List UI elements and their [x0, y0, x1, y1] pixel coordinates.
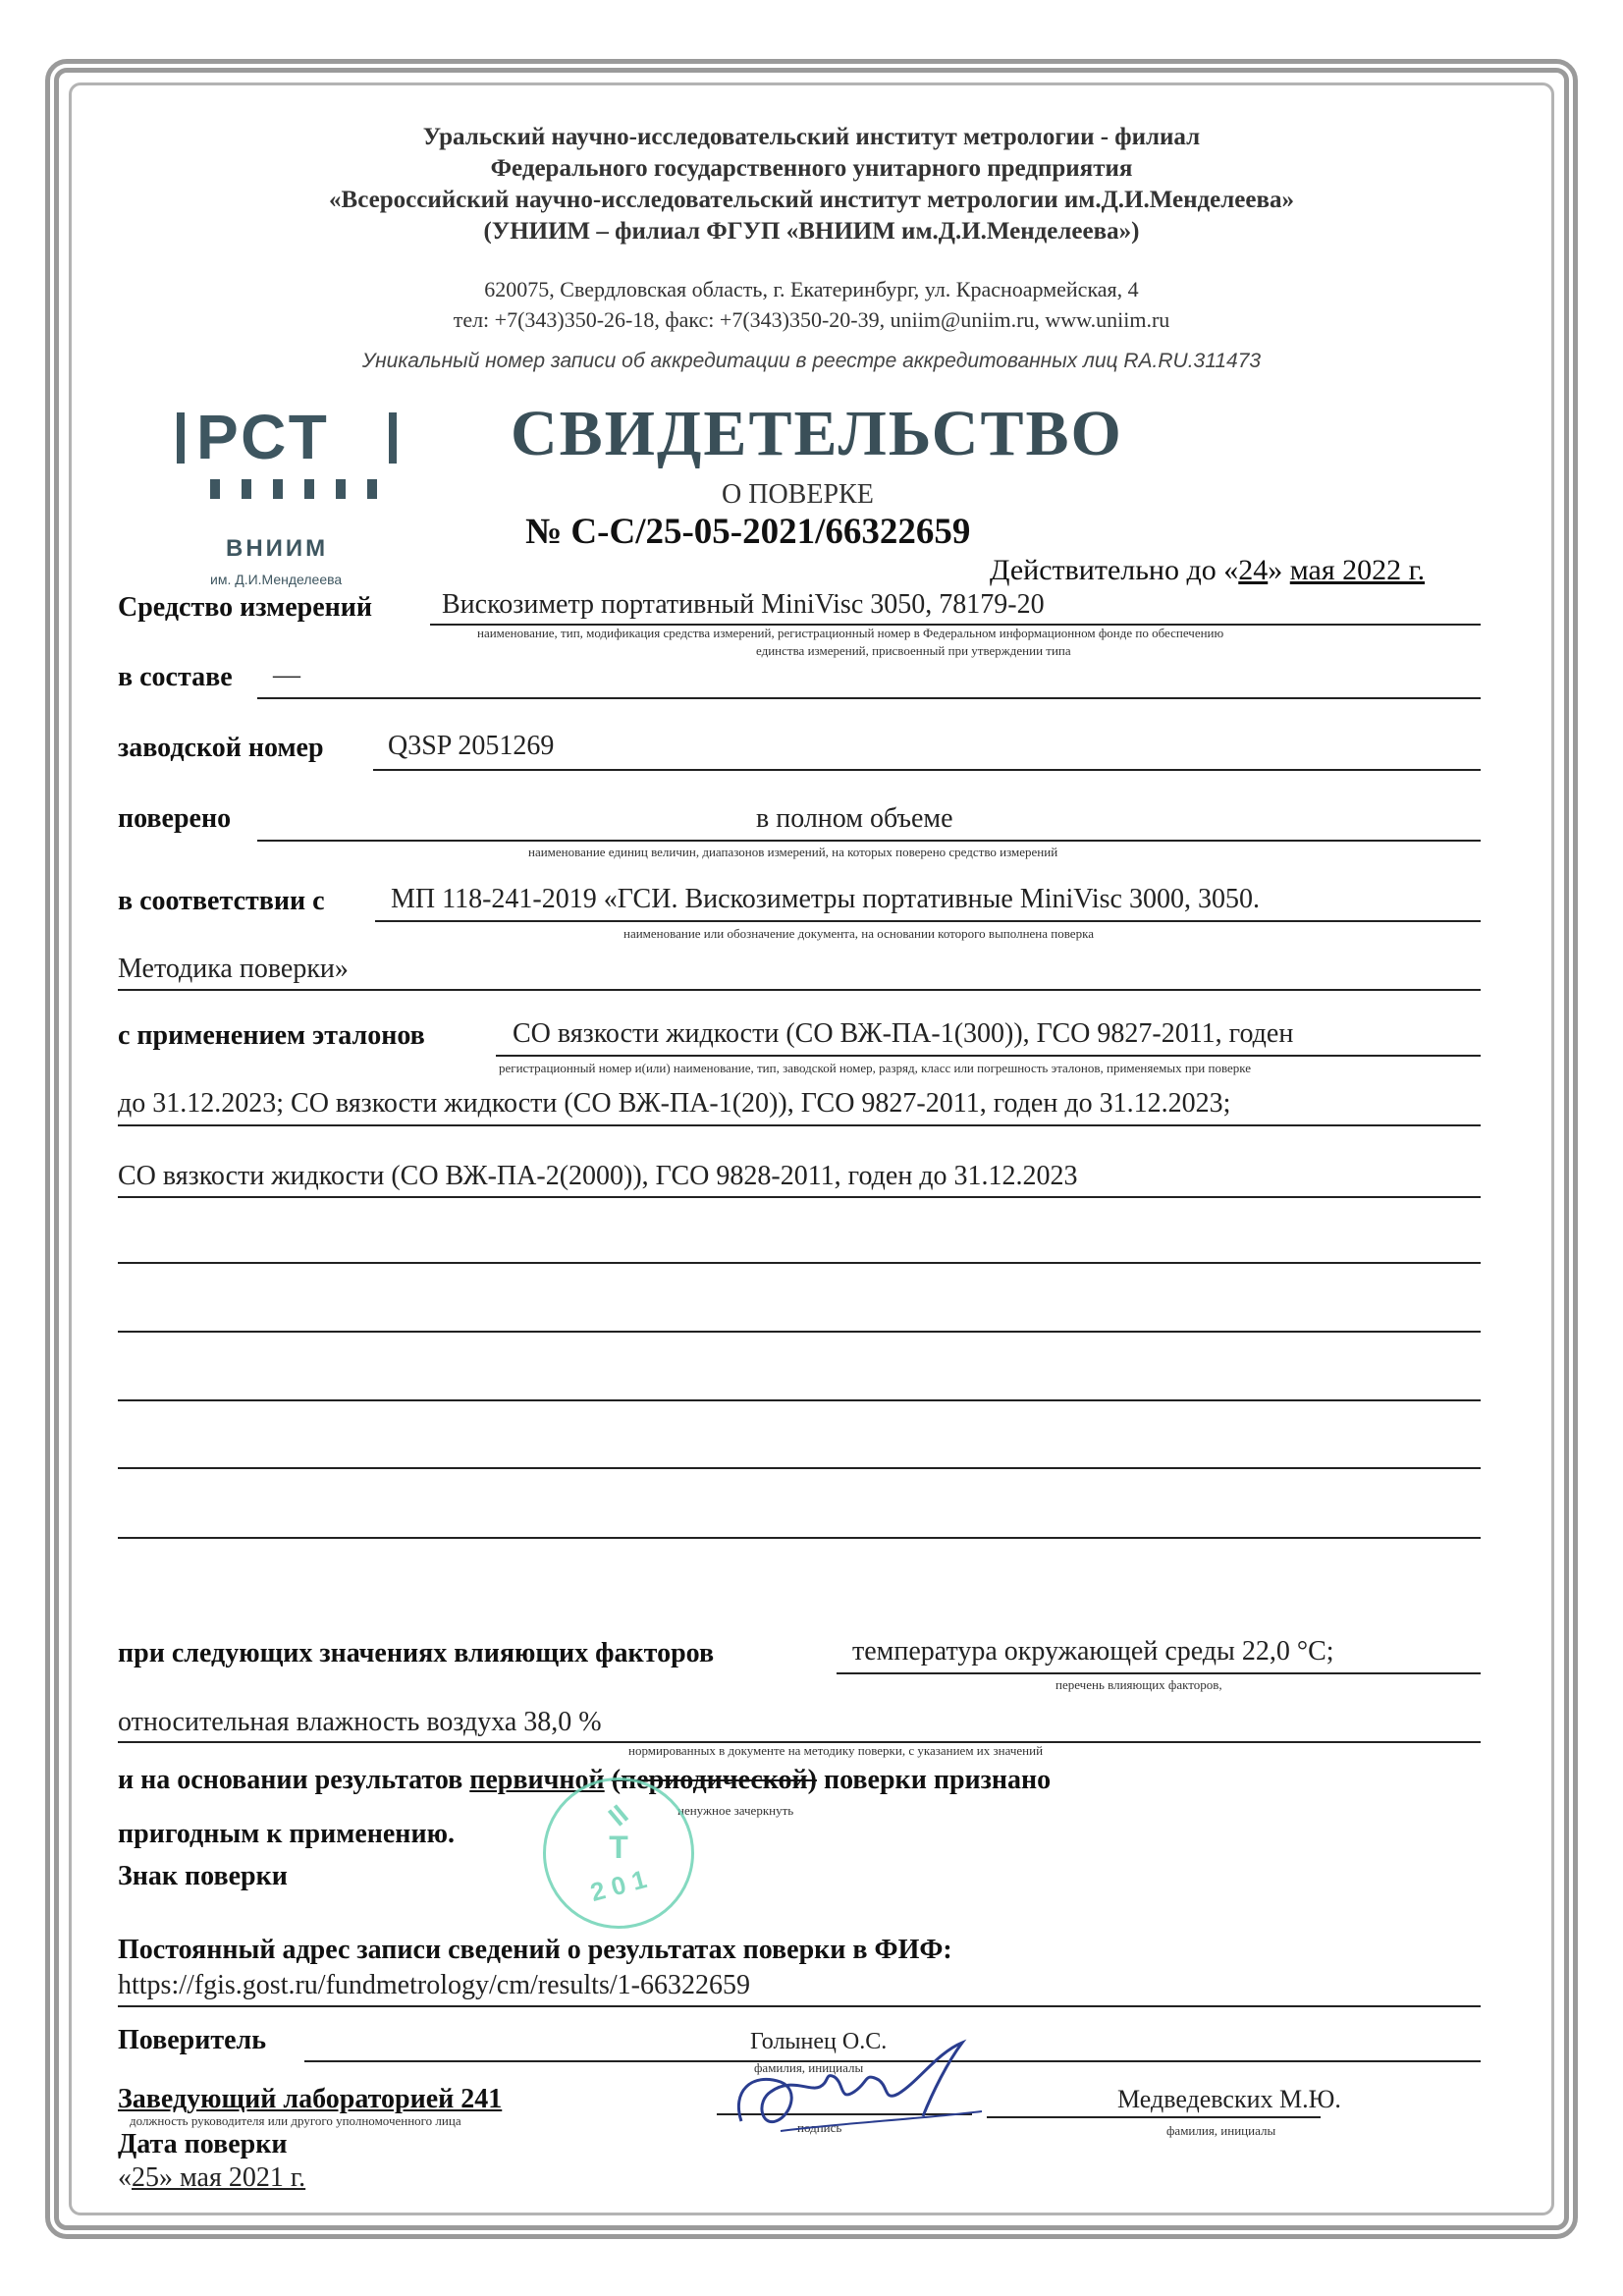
certificate-subtitle: О ПОВЕРКЕ [722, 479, 874, 510]
factors-value-2: относительная влажность воздуха 38,0 % [118, 1707, 602, 1737]
verification-mark-label: Знак поверки [118, 1861, 288, 1891]
line [987, 2116, 1321, 2118]
org-name-line3: «Всероссийский научно-исследовательский институт метрологии им.Д.И.Менделеева» [329, 187, 1294, 213]
line [257, 840, 1481, 842]
signature [722, 2033, 997, 2141]
line [118, 2005, 1481, 2007]
composition-value: — [273, 660, 300, 690]
standards-value-2: до 31.12.2023; СО вязкости жидкости (СО ВЖ-ПА-1(20)), ГСО 9827-2011, годен до 31.12.2023; [118, 1088, 1231, 1119]
accordance-value: МП 118-241-2019 «ГСИ. Вискозиметры портативные MiniVisc 3000, 3050. [391, 884, 1260, 914]
verifier-label: Поверитель [118, 2025, 267, 2055]
stamp-bottom: 2 0 1 [587, 1864, 650, 1907]
blank-line [118, 1537, 1481, 1539]
accordance-caption: наименование или обозначение документа, на основании которого выполнена поверка [623, 926, 1094, 941]
stamp-mid: Т [609, 1830, 628, 1865]
instrument-value: Вискозиметр портативный MiniVisc 3050, 78179-20 [442, 589, 1045, 620]
line [373, 769, 1481, 771]
logo-org-sub: им. Д.И.Менделеева [210, 572, 343, 587]
verified-label: поверено [118, 803, 232, 834]
logo-dot [367, 479, 377, 499]
date-day: 25 [132, 2162, 159, 2193]
head-signature-caption: подпись [797, 2120, 842, 2135]
factors-caption-2: нормированных в документе на методику поверки, с указанием их значений [628, 1743, 1044, 1758]
blank-line [118, 1262, 1481, 1264]
verified-value: в полном объеме [756, 803, 953, 834]
factors-caption: перечень влияющих факторов, [1055, 1677, 1222, 1692]
verifier-name: Голынец О.С. [750, 2029, 888, 2054]
line [118, 1196, 1481, 1198]
head-name: Медведевских М.Ю. [1117, 2085, 1341, 2113]
serial-label: заводской номер [118, 733, 324, 763]
stamp-top: II [602, 1798, 634, 1832]
result-line: и на основании результатов первичной (периодической) поверки признано [118, 1765, 1052, 1795]
verified-caption: наименование единиц величин, диапазонов измерений, на которых поверено средство измерений [528, 845, 1058, 859]
blank-line [118, 1331, 1481, 1333]
standards-caption: регистрационный номер и(или) наименование, тип, заводской номер, разряд, класс или погрешность эталонов, применяемых при поверке [499, 1061, 1252, 1075]
line [375, 920, 1481, 922]
accordance-value-2: Методика поверки» [118, 954, 349, 984]
result-line-2: пригодным к применению. [118, 1819, 455, 1849]
certificate-title: СВИДЕТЕЛЬСТВО [511, 398, 1123, 469]
certificate-number: № С-С/25-05-2021/66322659 [525, 512, 971, 552]
logo-dot [304, 479, 314, 499]
verification-date: «25» мая 2021 г. [118, 2162, 306, 2193]
standards-value: СО вязкости жидкости (СО ВЖ-ПА-1(300)), ГСО 9827-2011, годен [513, 1018, 1294, 1049]
composition-label: в составе [118, 662, 233, 692]
blank-line [118, 1467, 1481, 1469]
logo-dot [242, 479, 251, 499]
logo-mark: РСТ [196, 402, 331, 472]
valid-day: 24 [1238, 554, 1269, 586]
accreditation-number: Уникальный номер записи об аккредитации в реестре аккредитованных лиц RA.RU.311473 [361, 350, 1262, 372]
org-contacts: тел: +7(343)350-26-18, факс: +7(343)350-20-39, uniim@uniim.ru, www.uniim.ru [453, 307, 1170, 332]
fif-label: Постоянный адрес записи сведений о результатах поверки в ФИФ: [118, 1935, 952, 1965]
line [257, 697, 1481, 699]
result-caption: ненужное зачеркнуть [677, 1803, 794, 1818]
fif-url[interactable]: https://fgis.gost.ru/fundmetrology/cm/results/1-66322659 [118, 1970, 750, 2000]
logo-org: ВНИИМ [226, 535, 329, 562]
verification-stamp [543, 1777, 694, 1929]
logo-bar-left [177, 412, 185, 464]
head-position: Заведующий лабораторией 241 [118, 2084, 503, 2114]
standards-value-3: СО вязкости жидкости (СО ВЖ-ПА-2(2000)), ГСО 9828-2011, годен до 31.12.2023 [118, 1161, 1078, 1191]
line [118, 989, 1481, 991]
logo-dot [273, 479, 283, 499]
logo-dot [210, 479, 220, 499]
org-name-line2: Федерального государственного унитарного предприятия [490, 155, 1133, 182]
date-label: Дата поверки [118, 2129, 288, 2159]
result-periodic: (периодической) [611, 1765, 817, 1795]
standards-label: с применением эталонов [118, 1020, 425, 1051]
line [118, 1124, 1481, 1126]
result-primary: первичной [469, 1765, 605, 1795]
verifier-caption: фамилия, инициалы [754, 2060, 864, 2075]
valid-until: Действительно до «24» мая 2022 г. [990, 554, 1426, 586]
serial-value: Q3SP 2051269 [388, 731, 555, 761]
line [837, 1672, 1481, 1674]
org-name-line1: Уральский научно-исследовательский институт метрологии - филиал [422, 124, 1201, 150]
instrument-caption-2: единства измерений, присвоенный при утверждении типа [756, 643, 1071, 658]
logo-dot [336, 479, 346, 499]
head-position-caption: должность руководителя или другого уполномоченного лица [130, 2113, 461, 2128]
factors-value: температура окружающей среды 22,0 °С; [852, 1636, 1334, 1667]
instrument-label: Средство измерений [118, 592, 373, 623]
head-name-caption: фамилия, инициалы [1166, 2123, 1276, 2138]
instrument-caption: наименование, тип, модификация средства измерений, регистрационный номер в Федеральном информационном фонде по обеспечению [477, 626, 1224, 640]
org-name-line4: (УНИИМ – филиал ФГУП «ВНИИМ им.Д.И.Менделеева») [483, 218, 1140, 245]
logo-bar-right [389, 412, 397, 464]
accordance-label: в соответствии с [118, 886, 325, 916]
factors-label: при следующих значениях влияющих факторов [118, 1638, 715, 1668]
org-address: 620075, Свердловская область, г. Екатеринбург, ул. Красноармейская, 4 [484, 277, 1139, 301]
line [496, 1055, 1481, 1057]
blank-line [118, 1399, 1481, 1401]
valid-month-year: мая 2022 г. [1289, 554, 1426, 586]
